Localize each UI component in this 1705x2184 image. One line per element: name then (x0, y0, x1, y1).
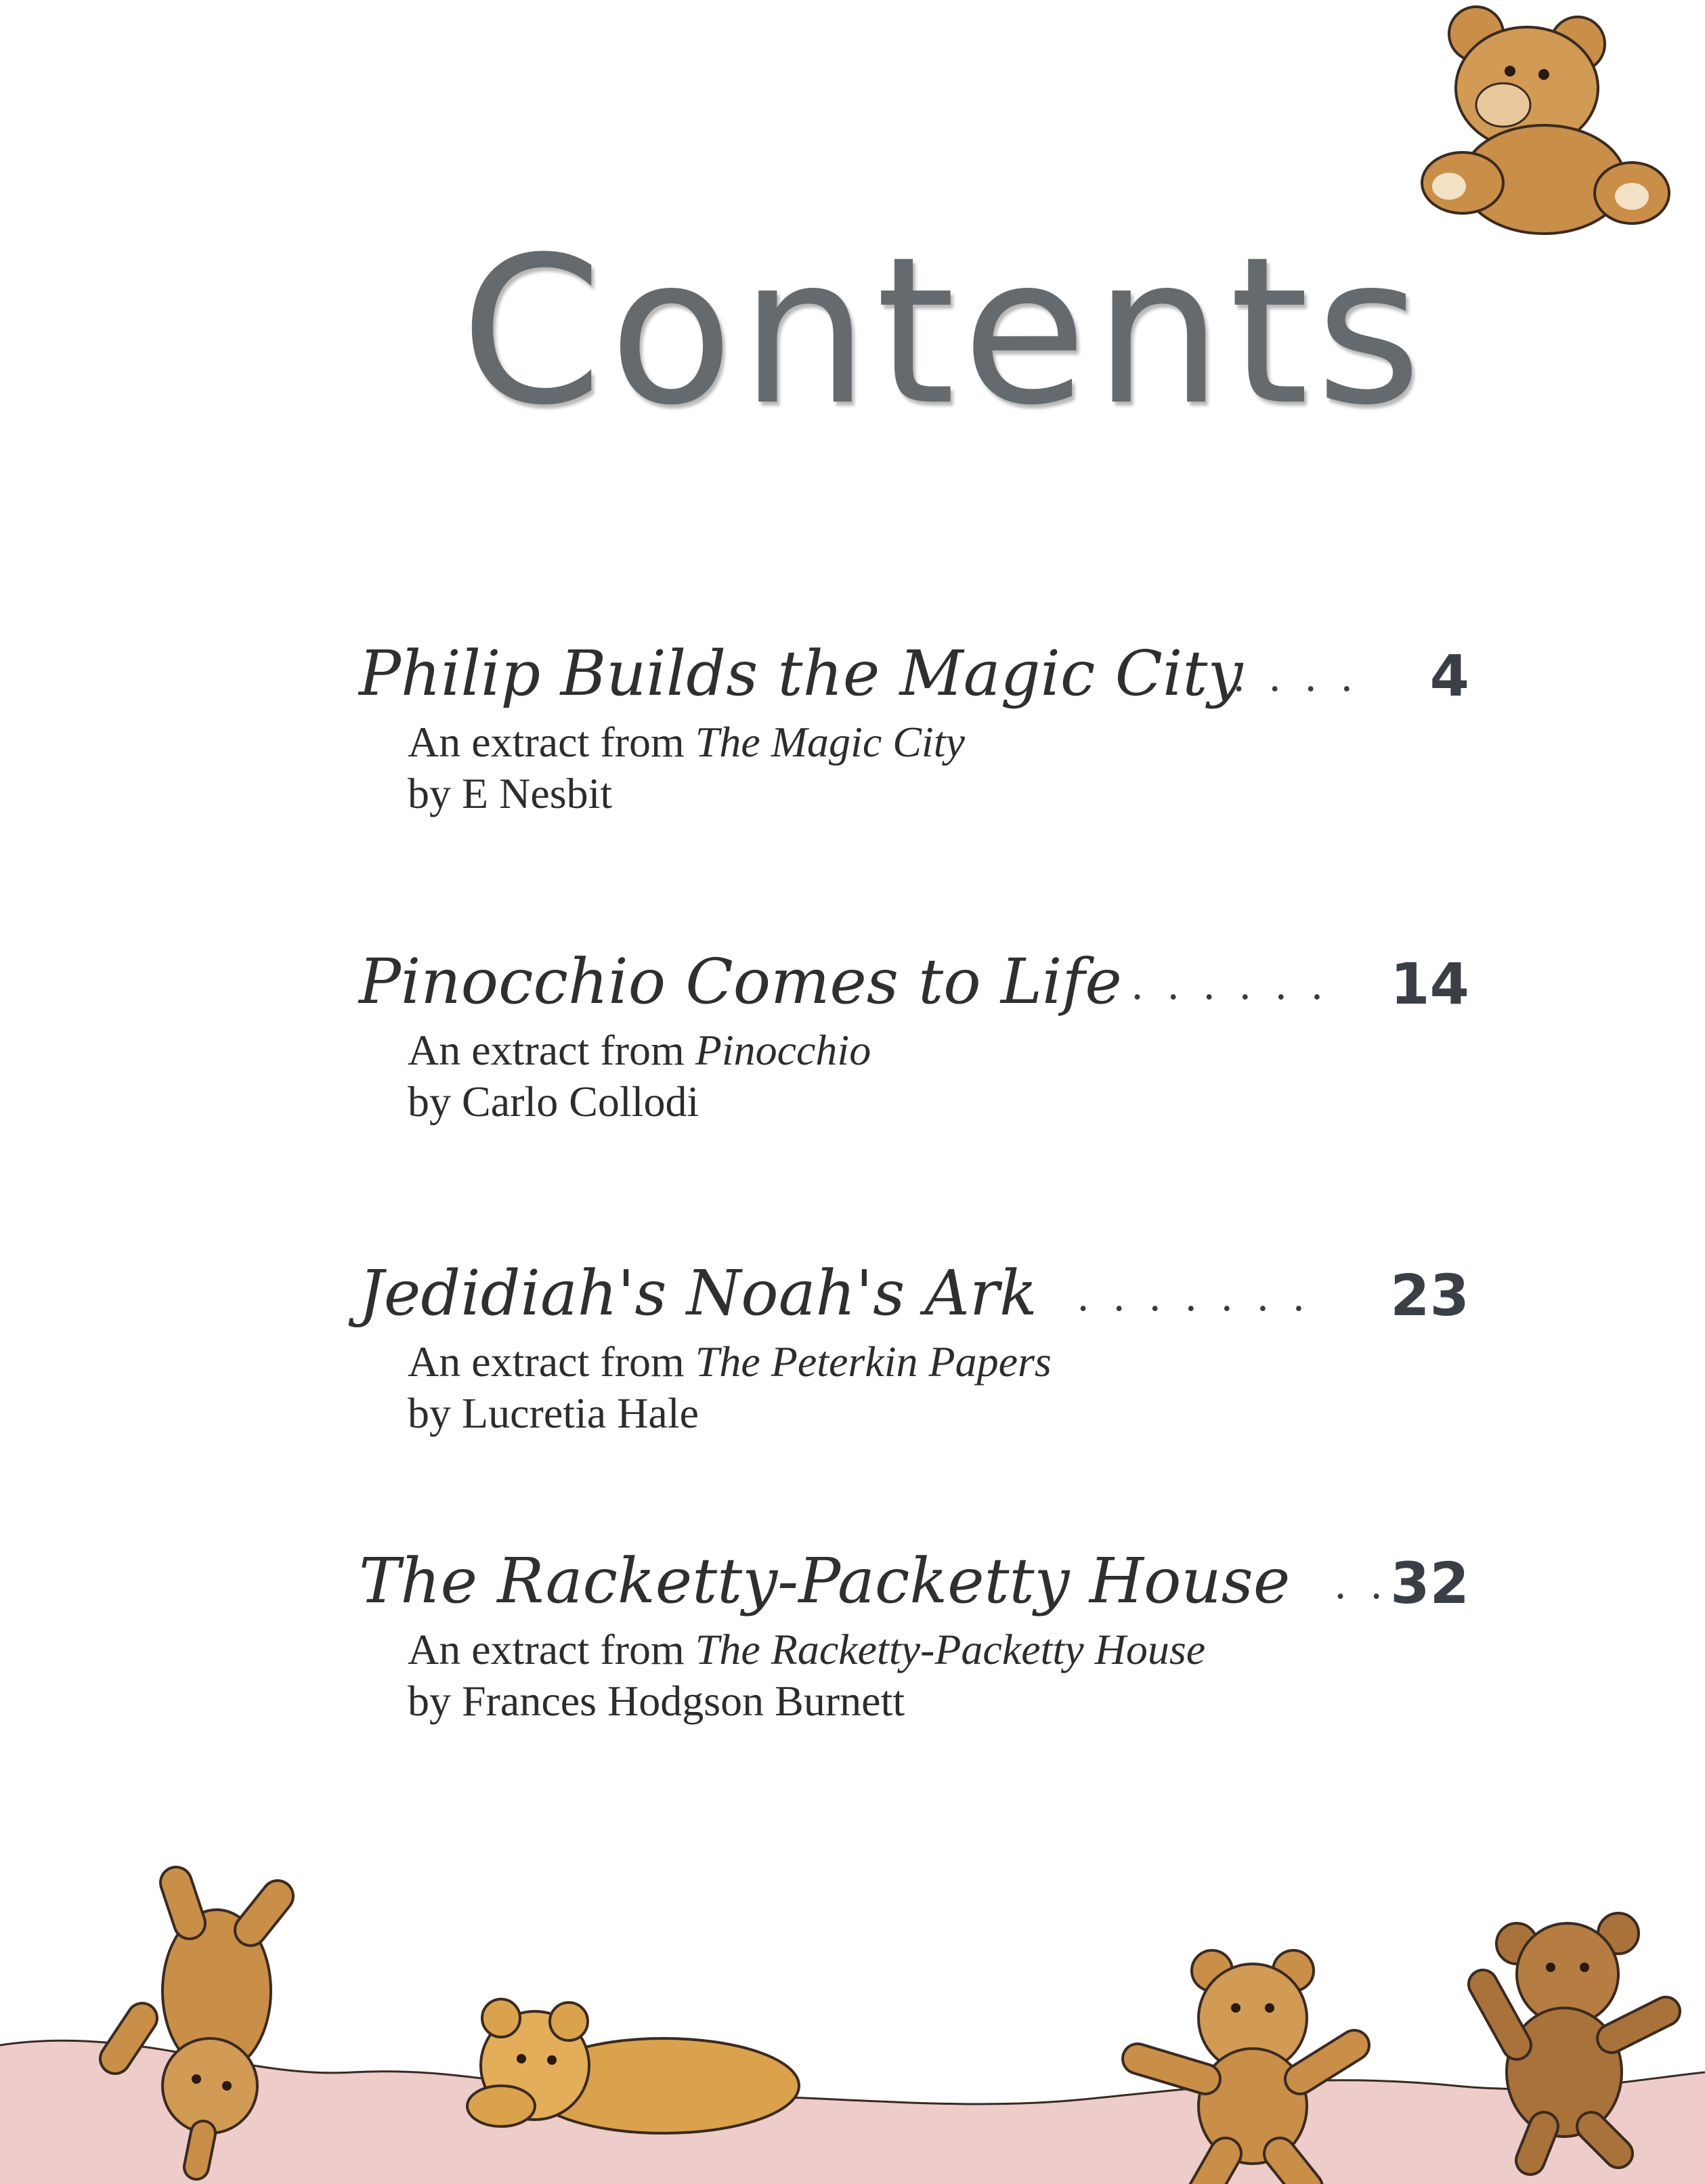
dot-leader: ....... (1077, 1273, 1329, 1321)
book-title: The Magic City (695, 718, 965, 766)
extract-line (408, 716, 1469, 768)
contents-entry[interactable] (359, 918, 1469, 1128)
author-line: by E Nesbit (408, 769, 613, 817)
story-title: Jedidiah's Noah's Ark (359, 1256, 1037, 1329)
page-title: Contents (460, 213, 1429, 450)
teddy-bear-waving-icon (1483, 1913, 1666, 2160)
teddy-bear-lying-icon (467, 1999, 799, 2133)
teddy-bear-handstand-icon (115, 1883, 278, 2167)
extract-info (408, 716, 1469, 819)
extract-info (408, 1025, 1469, 1128)
contents-entry[interactable] (359, 609, 1469, 819)
extract-prefix: An extract from (408, 1337, 685, 1386)
contents-entry[interactable] (359, 1229, 1469, 1439)
teddy-bear-sitting-icon (1422, 7, 1669, 234)
author-line: by Frances Hodgson Burnett (408, 1677, 905, 1725)
story-title: Pinocchio Comes to Life (359, 945, 1122, 1018)
entry-heading (359, 609, 1469, 711)
entry-heading (359, 918, 1469, 1019)
book-title: The Racketty-Packetty House (695, 1625, 1206, 1673)
story-title: The Racketty-Packetty House (359, 1544, 1291, 1617)
book-title: The Peterkin Papers (695, 1337, 1052, 1386)
teddy-bear-dancing-icon (1138, 1950, 1354, 2184)
extract-info (408, 1336, 1469, 1439)
entry-heading (359, 1229, 1469, 1331)
dot-leader: .... (1232, 654, 1377, 701)
page-number: 32 (1390, 1550, 1469, 1616)
extract-line (408, 1624, 1469, 1675)
extract-prefix: An extract from (408, 1026, 685, 1074)
extract-prefix: An extract from (408, 1625, 685, 1673)
author-line: by Carlo Collodi (408, 1077, 699, 1126)
extract-line (408, 1336, 1469, 1388)
page-number: 14 (1390, 951, 1469, 1017)
pink-ground (0, 2040, 1705, 2184)
dot-leader: ...... (1131, 962, 1347, 1009)
extract-line (408, 1025, 1469, 1076)
extract-prefix: An extract from (408, 718, 685, 766)
dot-leader: .. (1334, 1561, 1406, 1608)
author-line: by Lucretia Hale (408, 1389, 699, 1437)
book-title: Pinocchio (695, 1026, 871, 1074)
extract-info (408, 1624, 1469, 1727)
page-number: 4 (1429, 643, 1469, 709)
contents-entry[interactable] (359, 1517, 1469, 1727)
story-title: Philip Builds the Magic City (359, 637, 1243, 710)
entry-heading (359, 1517, 1469, 1619)
page-number: 23 (1390, 1262, 1469, 1329)
